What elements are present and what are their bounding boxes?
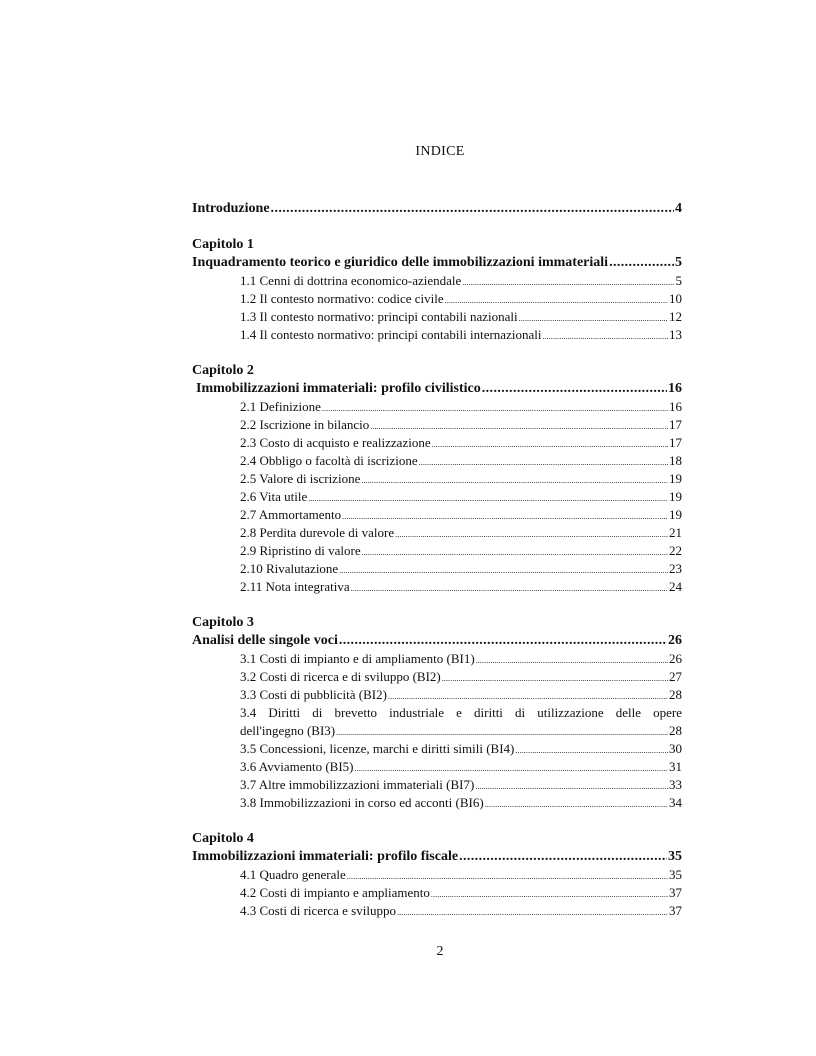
toc-entry-page: 23 xyxy=(669,561,682,576)
dot-leader xyxy=(339,562,668,580)
toc-entry-label: 1.4 Il contesto normativo: principi contabili internazionali xyxy=(240,327,542,342)
toc-entry-chapter[interactable] xyxy=(192,632,682,650)
toc-entry-label: 2.1 Definizione xyxy=(240,399,321,414)
toc-entry-label: Immobilizzazioni immateriali: profilo civilistico xyxy=(196,381,481,396)
toc-entry-label: 3.8 Immobilizzazioni in corso ed acconti (BI6) xyxy=(240,795,484,810)
toc-entry-label: 2.2 Iscrizione in bilancio xyxy=(240,417,370,432)
toc-entry-page: 10 xyxy=(669,291,682,306)
toc-entry[interactable] xyxy=(192,506,682,524)
toc-entry-page: 5 xyxy=(675,273,682,288)
page-number: 2 xyxy=(436,944,444,959)
toc-entry-label: 3.5 Concessioni, licenze, marchi e diritti simili (BI4) xyxy=(240,741,515,756)
dot-leader xyxy=(361,472,668,490)
toc-entry-label: 4.1 Quadro generale xyxy=(240,867,346,882)
toc-entry-page: 21 xyxy=(669,525,682,540)
toc-entry-chapter[interactable] xyxy=(192,848,682,866)
toc-entry-page: 22 xyxy=(669,543,682,558)
chapter-heading: Capitolo 2 xyxy=(192,363,254,378)
toc-entry-label: 4.2 Costi di impianto e ampliamento xyxy=(240,885,430,900)
toc-entry-page: 16 xyxy=(669,399,682,414)
dot-leader xyxy=(362,544,668,562)
dot-leader xyxy=(395,526,668,544)
dot-leader xyxy=(542,328,668,346)
toc-entry-label: 3.3 Costi di pubblicità (BI2) xyxy=(240,687,387,702)
dot-leader xyxy=(475,778,668,796)
toc-entry-label: Introduzione xyxy=(192,201,270,216)
toc-entry[interactable] xyxy=(192,668,682,686)
toc-entry[interactable] xyxy=(192,542,682,560)
dot-leader xyxy=(476,652,668,670)
toc-entry-label: 2.9 Ripristino di valore xyxy=(240,543,361,558)
toc-entry-label: 2.8 Perdita durevole di valore xyxy=(240,525,395,540)
toc-entry[interactable] xyxy=(192,794,682,812)
table-of-contents xyxy=(192,200,682,920)
toc-entry[interactable] xyxy=(192,470,682,488)
toc-entry[interactable] xyxy=(192,398,682,416)
toc-entry-page: 30 xyxy=(669,741,682,756)
toc-entry-page: 28 xyxy=(669,723,682,738)
toc-entry-label: 2.4 Obbligo o facoltà di iscrizione xyxy=(240,453,418,468)
toc-entry-label: 3.2 Costi di ricerca e di sviluppo (BI2) xyxy=(240,669,441,684)
toc-entry[interactable] xyxy=(192,272,682,290)
dot-leader xyxy=(442,670,668,688)
dot-leader xyxy=(308,490,668,508)
toc-entry[interactable] xyxy=(192,524,682,542)
toc-entry[interactable] xyxy=(192,308,682,326)
toc-entry-label: 3.1 Costi di impianto e di ampliamento (BI1) xyxy=(240,651,475,666)
dot-leader xyxy=(339,632,667,650)
dot-leader xyxy=(462,274,674,292)
toc-entry[interactable] xyxy=(192,416,682,434)
toc-entry-page: 19 xyxy=(669,489,682,504)
toc-entry-page: 35 xyxy=(668,849,682,864)
toc-entry-label: 2.7 Ammortamento xyxy=(240,507,342,522)
dot-leader xyxy=(609,254,674,272)
toc-entry-page: 37 xyxy=(669,903,682,918)
toc-entry-label: 2.3 Costo di acquisto e realizzazione xyxy=(240,435,431,450)
dot-leader xyxy=(485,796,668,814)
toc-entry-chapter[interactable] xyxy=(192,380,682,398)
toc-entry[interactable] xyxy=(192,488,682,506)
toc-entry-page: 13 xyxy=(669,327,682,342)
toc-entry-page: 16 xyxy=(668,381,682,396)
toc-entry-wrapped[interactable] xyxy=(192,704,682,740)
dot-leader xyxy=(397,904,668,922)
toc-entry[interactable] xyxy=(192,290,682,308)
toc-entry-label: 1.1 Cenni di dottrina economico-aziendale xyxy=(240,273,462,288)
toc-entry[interactable] xyxy=(192,434,682,452)
toc-entry-page: 24 xyxy=(669,579,682,594)
toc-entry[interactable] xyxy=(192,902,682,920)
toc-entry-page: 12 xyxy=(669,309,682,324)
toc-entry-label: 2.5 Valore di iscrizione xyxy=(240,471,361,486)
toc-entry-page: 28 xyxy=(669,687,682,702)
chapter-heading: Capitolo 3 xyxy=(192,615,254,630)
dot-leader xyxy=(271,200,674,218)
toc-entry[interactable] xyxy=(192,560,682,578)
toc-entry-label: 4.3 Costi di ricerca e sviluppo xyxy=(240,903,396,918)
toc-entry-page: 18 xyxy=(669,453,682,468)
dot-leader xyxy=(322,400,668,418)
toc-entry[interactable] xyxy=(192,452,682,470)
toc-entry-label: 2.11 Nota integrativa xyxy=(240,579,350,594)
toc-entry[interactable] xyxy=(192,866,682,884)
toc-entry-page: 17 xyxy=(669,435,682,450)
toc-entry[interactable] xyxy=(192,758,682,776)
page-title: INDICE xyxy=(415,144,465,159)
toc-entry-label: 1.3 Il contesto normativo: principi contabili nazionali xyxy=(240,309,518,324)
toc-entry-page: 27 xyxy=(669,669,682,684)
chapter-heading: Capitolo 1 xyxy=(192,237,254,252)
toc-entry-page: 31 xyxy=(669,759,682,774)
toc-entry-label: 3.4 Diritti di brevetto industriale e diritti di utilizzazione delle opere xyxy=(240,705,682,720)
toc-entry-page: 17 xyxy=(669,417,682,432)
toc-entry[interactable] xyxy=(192,578,682,596)
dot-leader xyxy=(515,742,668,760)
toc-entry-page: 26 xyxy=(668,633,682,648)
toc-entry-label: 3.7 Altre immobilizzazioni immateriali (BI7) xyxy=(240,777,475,792)
toc-entry-page: 26 xyxy=(669,651,682,666)
toc-entry[interactable] xyxy=(192,740,682,758)
toc-entry-label: Immobilizzazioni immateriali: profilo fiscale xyxy=(192,849,459,864)
toc-entry-label: 3.6 Avviamento (BI5) xyxy=(240,759,354,774)
toc-entry-page: 19 xyxy=(669,507,682,522)
toc-entry-page: 35 xyxy=(669,867,682,882)
toc-entry-introduzione[interactable] xyxy=(192,200,682,218)
toc-entry[interactable] xyxy=(192,326,682,344)
toc-entry-label: Analisi delle singole voci xyxy=(192,633,338,648)
toc-entry-label: 2.10 Rivalutazione xyxy=(240,561,339,576)
toc-entry-page: 5 xyxy=(675,255,682,270)
chapter-heading: Capitolo 4 xyxy=(192,831,254,846)
toc-entry[interactable] xyxy=(192,686,682,704)
toc-entry[interactable] xyxy=(192,884,682,902)
toc-entry-page: 4 xyxy=(675,201,682,216)
toc-entry-label: 1.2 Il contesto normativo: codice civile xyxy=(240,291,444,306)
toc-entry-page: 34 xyxy=(669,795,682,810)
toc-entry-page: 37 xyxy=(669,885,682,900)
toc-entry-page: 33 xyxy=(669,777,682,792)
dot-leader xyxy=(482,380,667,398)
toc-entry[interactable] xyxy=(192,650,682,668)
toc-entry-chapter[interactable] xyxy=(192,254,682,272)
dot-leader xyxy=(432,436,668,454)
toc-entry-page: 19 xyxy=(669,471,682,486)
dot-leader xyxy=(431,886,668,904)
toc-entry[interactable] xyxy=(192,776,682,794)
dot-leader xyxy=(419,454,668,472)
toc-entry-label-continued: dell'ingegno (BI3) xyxy=(240,723,336,738)
dot-leader xyxy=(351,580,668,598)
toc-entry-label: Inquadramento teorico e giuridico delle immobilizzazioni immateriali xyxy=(192,255,609,270)
dot-leader xyxy=(459,848,667,866)
toc-entry-label: 2.6 Vita utile xyxy=(240,489,308,504)
